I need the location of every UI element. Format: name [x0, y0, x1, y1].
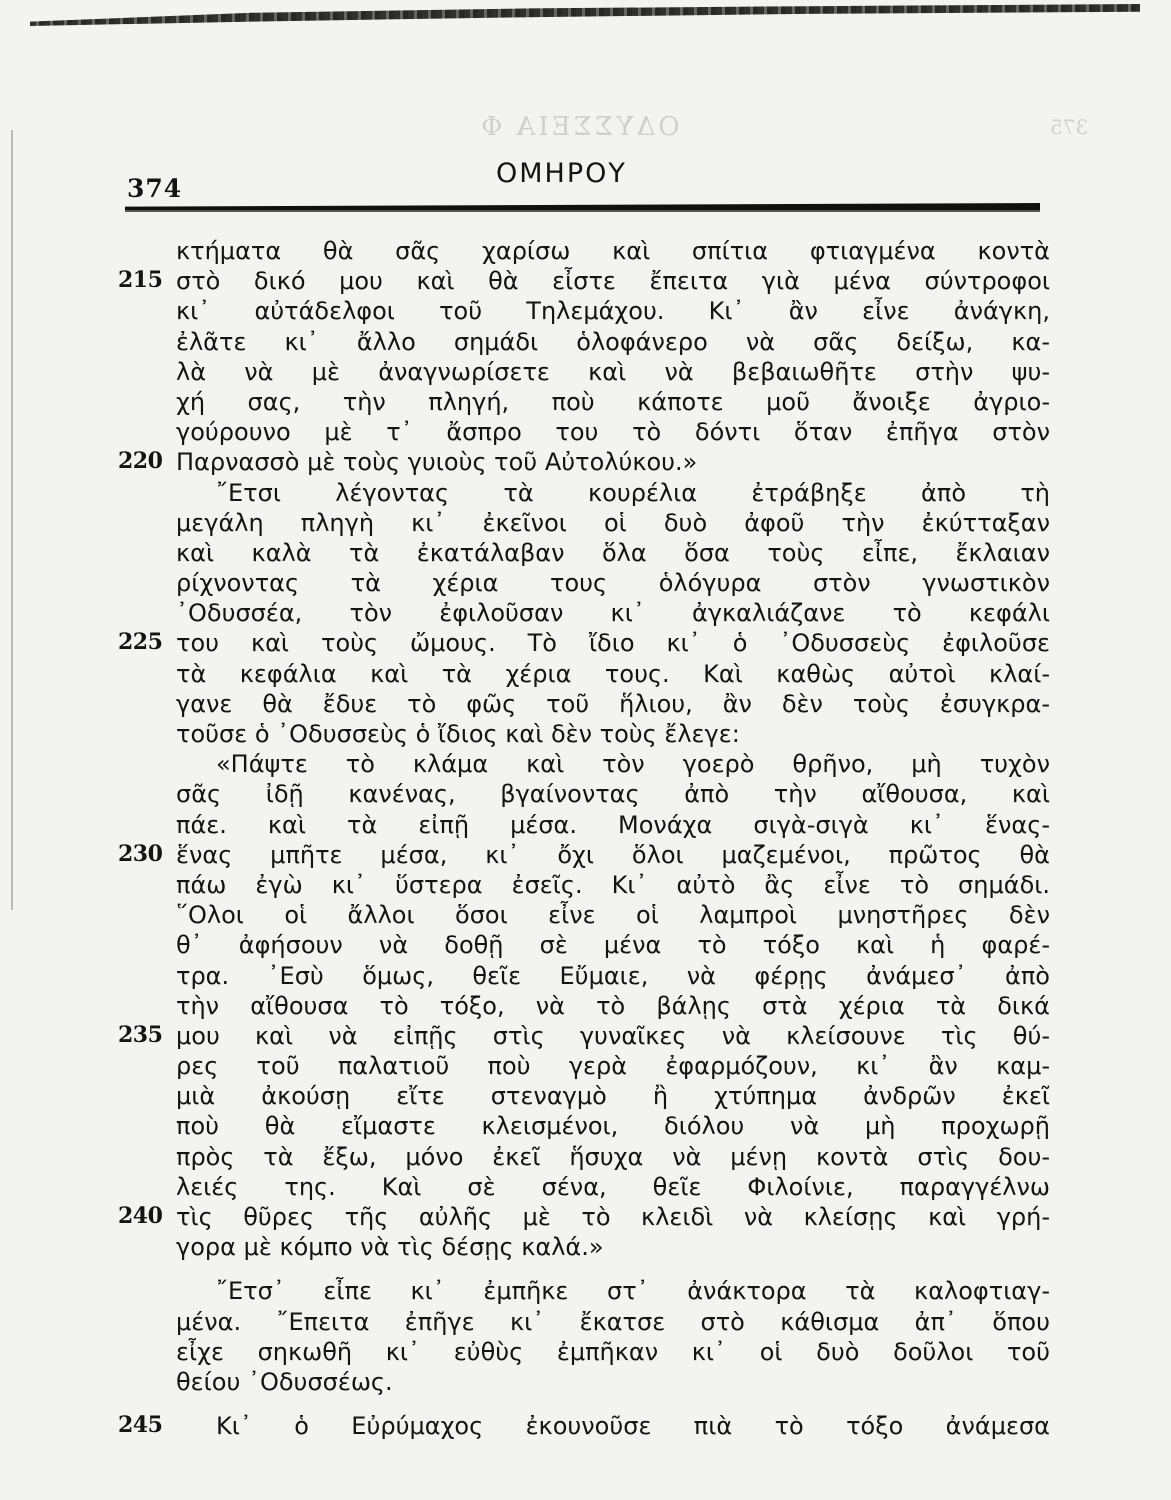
- line-text: τὴν αἴθουσα τὸ τόξο, νὰ τὸ βάλῃς στὰ χέρια τὰ δικά: [176, 991, 1050, 1020]
- text-line: [0, 810, 1171, 840]
- line-text: Παρνασσὸ μὲ τοὺς γυιοὺς τοῦ Αὐτολύκου.»: [176, 448, 698, 477]
- text-line: [0, 1202, 1171, 1232]
- text-line: [0, 387, 1171, 417]
- line-text: «Πάψτε τὸ κλάμα καὶ τὸν γοερὸ θρῆνο, μὴ τυχὸν: [216, 750, 1050, 779]
- text-line: [0, 961, 1171, 991]
- text-line: [0, 478, 1171, 508]
- line-text: μεγάλη πληγὴ κι᾽ ἐκεῖνοι οἱ δυὸ ἀφοῦ τὴν ἐκύτταξαν: [176, 508, 1050, 537]
- bleed-through-page-number: 375: [1050, 115, 1089, 139]
- line-text: χή σας, τὴν πληγή, ποὺ κάποτε μοῦ ἄνοιξε ἀγριο-: [176, 387, 1050, 416]
- text-line: [0, 568, 1171, 598]
- line-text: εἶχε σηκωθῆ κι᾽ εὐθὺς ἐμπῆκαν κι᾽ οἱ δυὸ δοῦλοι τοῦ: [176, 1337, 1050, 1366]
- text-line: [0, 1172, 1171, 1202]
- text-line: [0, 1142, 1171, 1172]
- line-text: λειές της. Καὶ σὲ σένα, θεῖε Φιλοίνιε, παραγγέλνω: [176, 1172, 1050, 1201]
- line-text: ποὺ θὰ εἴμαστε κλεισμένοι, διόλου νὰ μὴ προχωρῇ: [176, 1112, 1050, 1141]
- line-text: μου καὶ νὰ εἰπῇς στὶς γυναῖκες νὰ κλείσουνε τὶς θύ-: [176, 1021, 1050, 1050]
- line-text: τρα. ᾽Εσὺ ὅμως, θεῖε Εὔμαιε, νὰ φέρῃς ἀνάμεσ᾽ ἀπὸ: [176, 961, 1050, 990]
- line-text: ἐλᾶτε κι᾽ ἄλλο σημάδι ὁλοφάνερο νὰ σᾶς δείξω, κα-: [176, 327, 1050, 356]
- line-text: πάε. καὶ τὰ εἰπῇ μέσα. Μονάχα σιγὰ-σιγὰ κι᾽ ἕνας-: [176, 810, 1050, 839]
- text-line: [0, 1276, 1171, 1306]
- text-line: [0, 1051, 1171, 1081]
- line-number: 215: [118, 267, 163, 294]
- line-text: θ᾽ ἀφήσουν νὰ δοθῇ σὲ μένα τὸ τόξο καὶ ἡ φαρέ-: [176, 931, 1050, 960]
- text-line: [0, 689, 1171, 719]
- line-text: πάω ἐγὼ κι᾽ ὕστερα ἐσεῖς. Κι᾽ αὐτὸ ἂς εἶνε τὸ σημάδι.: [176, 870, 1050, 899]
- bleed-through-title: ΟΔΥΣΣΕΙΑ Φ: [478, 112, 680, 142]
- text-line: [0, 266, 1171, 296]
- line-text: λὰ νὰ μὲ ἀναγνωρίσετε καὶ νὰ βεβαιωθῆτε στὴν ψυ-: [176, 357, 1050, 386]
- line-text: του καὶ τοὺς ὤμους. Τὸ ἴδιο κι᾽ ὁ ᾽Οδυσσεὺς ἐφιλοῦσε: [176, 629, 1050, 658]
- line-number: 235: [118, 1021, 163, 1048]
- line-text: μιὰ ἀκούσῃ εἴτε στεναγμὸ ἢ χτύπημα ἀνδρῶν ἐκεῖ: [176, 1082, 1050, 1111]
- text-line: [0, 327, 1171, 357]
- line-text: γούρουνο μὲ τ᾽ ἄσπρο του τὸ δόντι ὅταν ἐπῆγα στὸν: [176, 418, 1050, 447]
- line-text: κι᾽ αὐτάδελφοι τοῦ Τηλεμάχου. Κι᾽ ἂν εἶνε ἀνάγκη,: [176, 297, 1050, 326]
- text-line: [0, 991, 1171, 1021]
- line-text: γορα μὲ κόμπο νὰ τὶς δέσῃς καλά.»: [176, 1233, 604, 1262]
- text-line: [0, 598, 1171, 628]
- text-line: [0, 1337, 1171, 1367]
- text-line: [0, 1307, 1171, 1337]
- line-text: τὰ κεφάλια καὶ τὰ χέρια τους. Καὶ καθὼς αὐτοὶ κλαί-: [176, 659, 1050, 688]
- line-text: Κι᾽ ὁ Εὐρύμαχος ἐκουνοῦσε πιὰ τὸ τόξο ἀνάμεσα: [216, 1412, 1050, 1441]
- line-text: ῞Ολοι οἱ ἄλλοι ὅσοι εἶνε οἱ λαμπροὶ μνηστῆρες δὲν: [176, 901, 1050, 930]
- page-number: 374: [127, 174, 183, 203]
- line-number: 225: [118, 629, 163, 656]
- running-title: ΟΜΗΡΟΥ: [496, 158, 627, 189]
- scan-edge-shadow: [30, 4, 1140, 26]
- text-line: [0, 719, 1171, 749]
- line-text: ῎Ετσ᾽ εἶπε κι᾽ ἐμπῆκε στ᾽ ἀνάκτορα τὰ καλοφτιαγ-: [216, 1277, 1050, 1306]
- line-text: στὸ δικό μου καὶ θὰ εἶστε ἔπειτα γιὰ μένα σύντροφοι: [176, 267, 1050, 296]
- line-text: τὶς θῦρες τῆς αὐλῆς μὲ τὸ κλειδὶ νὰ κλείσῃς καὶ γρή-: [176, 1203, 1050, 1231]
- text-line: [0, 538, 1171, 568]
- text-line: [0, 659, 1171, 689]
- text-line: [0, 1081, 1171, 1111]
- text-line: [0, 236, 1171, 266]
- line-text: μένα. ῎Επειτα ἐπῆγε κι᾽ ἔκατσε στὸ κάθισμα ἀπ᾽ ὅπου: [176, 1307, 1050, 1336]
- text-line: [0, 508, 1171, 538]
- line-text: ἕνας μπῆτε μέσα, κι᾽ ὄχι ὅλοι μαζεμένοι, πρῶτος θὰ: [176, 840, 1050, 869]
- line-number: 240: [118, 1203, 163, 1229]
- text-line: [0, 840, 1171, 870]
- text-line: [0, 900, 1171, 930]
- line-text: ρίχνοντας τὰ χέρια τους ὁλόγυρα στὸν γνωστικὸν: [176, 569, 1050, 598]
- line-text: θείου ᾽Οδυσσέως.: [176, 1367, 393, 1396]
- line-text: σᾶς ἰδῇ κανένας, βγαίνοντας ἀπὸ τὴν αἴθουσα, καὶ: [176, 780, 1050, 809]
- text-line: [0, 870, 1171, 900]
- text-line: [0, 930, 1171, 960]
- line-text: πρὸς τὰ ἔξω, μόνο ἐκεῖ ἥσυχα νὰ μένῃ κοντὰ στὶς δου-: [176, 1142, 1050, 1171]
- line-text: ᾽Οδυσσέα, τὸν ἐφιλοῦσαν κι᾽ ἀγκαλιάζανε τὸ κεφάλι: [176, 599, 1050, 628]
- header-rule: [125, 203, 1040, 212]
- line-text: γανε θὰ ἔδυε τὸ φῶς τοῦ ἥλιου, ἂν δὲν τοὺς ἐσυγκρα-: [176, 689, 1050, 718]
- line-text: κτήματα θὰ σᾶς χαρίσω καὶ σπίτια φτιαγμένα κοντὰ: [176, 237, 1050, 265]
- line-text: καὶ καλὰ τὰ ἐκατάλαβαν ὅλα ὅσα τοὺς εἶπε, ἔκλαιαν: [176, 538, 1050, 567]
- text-line: [0, 749, 1171, 779]
- text-line: [0, 1411, 1171, 1441]
- line-text: ῎Ετσι λέγοντας τὰ κουρέλια ἐτράβηξε ἀπὸ τὴ: [216, 478, 1050, 507]
- text-line: [0, 357, 1171, 387]
- text-line: [0, 628, 1171, 658]
- line-number: 230: [118, 840, 163, 867]
- text-line: [0, 1111, 1171, 1141]
- text-line: [0, 1232, 1171, 1262]
- body-text: [0, 236, 1171, 1441]
- text-line: [0, 1021, 1171, 1051]
- text-line: [0, 417, 1171, 447]
- line-text: τοῦσε ὁ ᾽Οδυσσεὺς ὁ ἴδιος καὶ δὲν τοὺς ἔλεγε:: [176, 720, 740, 748]
- line-number: 220: [118, 448, 163, 475]
- text-line: [0, 296, 1171, 326]
- text-line: [0, 1367, 1171, 1397]
- text-line: [0, 779, 1171, 809]
- text-line: [0, 447, 1171, 477]
- line-number: 245: [118, 1412, 163, 1439]
- line-text: ρες τοῦ παλατιοῦ ποὺ γερὰ ἐφαρμόζουν, κι᾽ ἂν καμ-: [176, 1052, 1050, 1081]
